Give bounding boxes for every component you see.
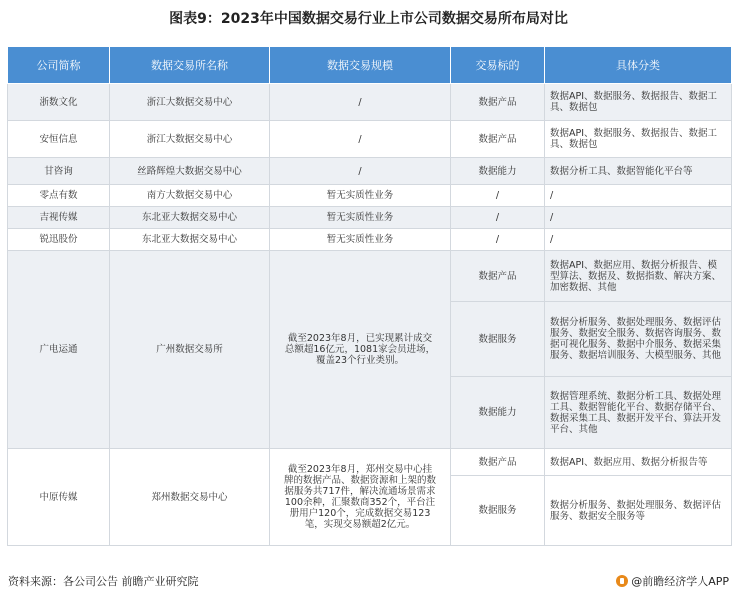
exchange-cell: 广州数据交易所 (110, 251, 270, 449)
target-cell: 数据产品 (451, 84, 545, 121)
scale-cell: 截至2023年8月，已实现累计成交总额超16亿元，1081家会员进场，覆盖23个行业类别。 (270, 251, 451, 449)
target-cell: 数据产品 (451, 251, 545, 302)
company-cell: 吉视传媒 (8, 207, 110, 229)
exchange-cell: 浙江大数据交易中心 (110, 84, 270, 121)
category-cell: 数据分析工具、数据智能化平台等 (545, 158, 732, 185)
header-exchange: 数据交易所名称 (110, 47, 270, 84)
company-cell: 浙数文化 (8, 84, 110, 121)
target-cell: / (451, 207, 545, 229)
target-cell: 数据服务 (451, 476, 545, 546)
target-cell: 数据产品 (451, 121, 545, 158)
target-cell: / (451, 185, 545, 207)
table-row (8, 229, 732, 251)
category-cell: / (545, 207, 732, 229)
company-cell: 甘咨询 (8, 158, 110, 185)
category-cell: 数据分析服务、数据处理服务、数据评估服务、数据安全服务等 (545, 476, 732, 546)
exchange-cell: 东北亚大数据交易中心 (110, 207, 270, 229)
target-cell: 数据能力 (451, 377, 545, 449)
category-cell: 数据API、数据应用、数据分析报告等 (545, 449, 732, 476)
target-cell: 数据能力 (451, 158, 545, 185)
table-row (8, 121, 732, 158)
category-cell: 数据API、数据应用、数据分析报告、模型算法、数据及、数据指数、解决方案、加密数据、其他 (545, 251, 732, 302)
scale-cell: 截至2023年8月，郑州交易中心挂牌的数据产品、数据资源和上架的数据服务共717件，解决流通场景需求100余种，汇聚数商352个，平台注册用户120个，完成数据交易123笔，实现交易额超2亿元。 (270, 449, 451, 546)
company-cell: 安恒信息 (8, 121, 110, 158)
company-cell: 锐迅股份 (8, 229, 110, 251)
header-company: 公司简称 (8, 47, 110, 84)
chart-title: 图表9：2023年中国数据交易行业上市公司数据交易所布局对比 (169, 11, 568, 27)
header-target: 交易标的 (451, 47, 545, 84)
source-note: 资料来源：各公司公告 前瞻产业研究院 (8, 575, 199, 588)
category-cell: 数据管理系统、数据分析工具、数据处理工具、数据智能化平台、数据存储平台、数据采集工具、数据开发平台、算法开发平台、其他 (545, 377, 732, 449)
exchange-cell: 浙江大数据交易中心 (110, 121, 270, 158)
category-cell: 数据API、数据服务、数据报告、数据工具、数据包 (545, 121, 732, 158)
category-cell: 数据API、数据服务、数据报告、数据工具、数据包 (545, 84, 732, 121)
table-row (8, 251, 732, 302)
brand-credit-text: @前瞻经济学人APP (631, 575, 729, 588)
table-row (8, 185, 732, 207)
table-row (8, 449, 732, 476)
target-cell: / (451, 229, 545, 251)
company-cell: 广电运通 (8, 251, 110, 449)
header-category: 具体分类 (545, 47, 732, 84)
category-cell: / (545, 185, 732, 207)
table-row (8, 158, 732, 185)
scale-cell: 暂无实质性业务 (270, 185, 451, 207)
target-cell: 数据服务 (451, 302, 545, 377)
brand-credit (616, 573, 729, 589)
exchange-cell: 南方大数据交易中心 (110, 185, 270, 207)
exchange-cell: 丝路辉煌大数据交易中心 (110, 158, 270, 185)
exchange-cell: 东北亚大数据交易中心 (110, 229, 270, 251)
brand-logo-icon (616, 575, 628, 587)
target-cell: 数据产品 (451, 449, 545, 476)
scale-cell: / (270, 84, 451, 121)
table-header-row (8, 47, 732, 84)
company-cell: 零点有数 (8, 185, 110, 207)
company-cell: 中原传媒 (8, 449, 110, 546)
table-row (8, 84, 732, 121)
category-cell: 数据分析服务、数据处理服务、数据评估服务、数据安全服务、数据咨询服务、数据可视化服务、数据中介服务、数据采集服务、数据培训服务、大模型服务、其他 (545, 302, 732, 377)
exchange-comparison-table (7, 46, 732, 546)
scale-cell: / (270, 158, 451, 185)
scale-cell: 暂无实质性业务 (270, 207, 451, 229)
header-scale: 数据交易规模 (270, 47, 451, 84)
table-row (8, 207, 732, 229)
category-cell: / (545, 229, 732, 251)
exchange-cell: 郑州数据交易中心 (110, 449, 270, 546)
scale-cell: 暂无实质性业务 (270, 229, 451, 251)
scale-cell: / (270, 121, 451, 158)
